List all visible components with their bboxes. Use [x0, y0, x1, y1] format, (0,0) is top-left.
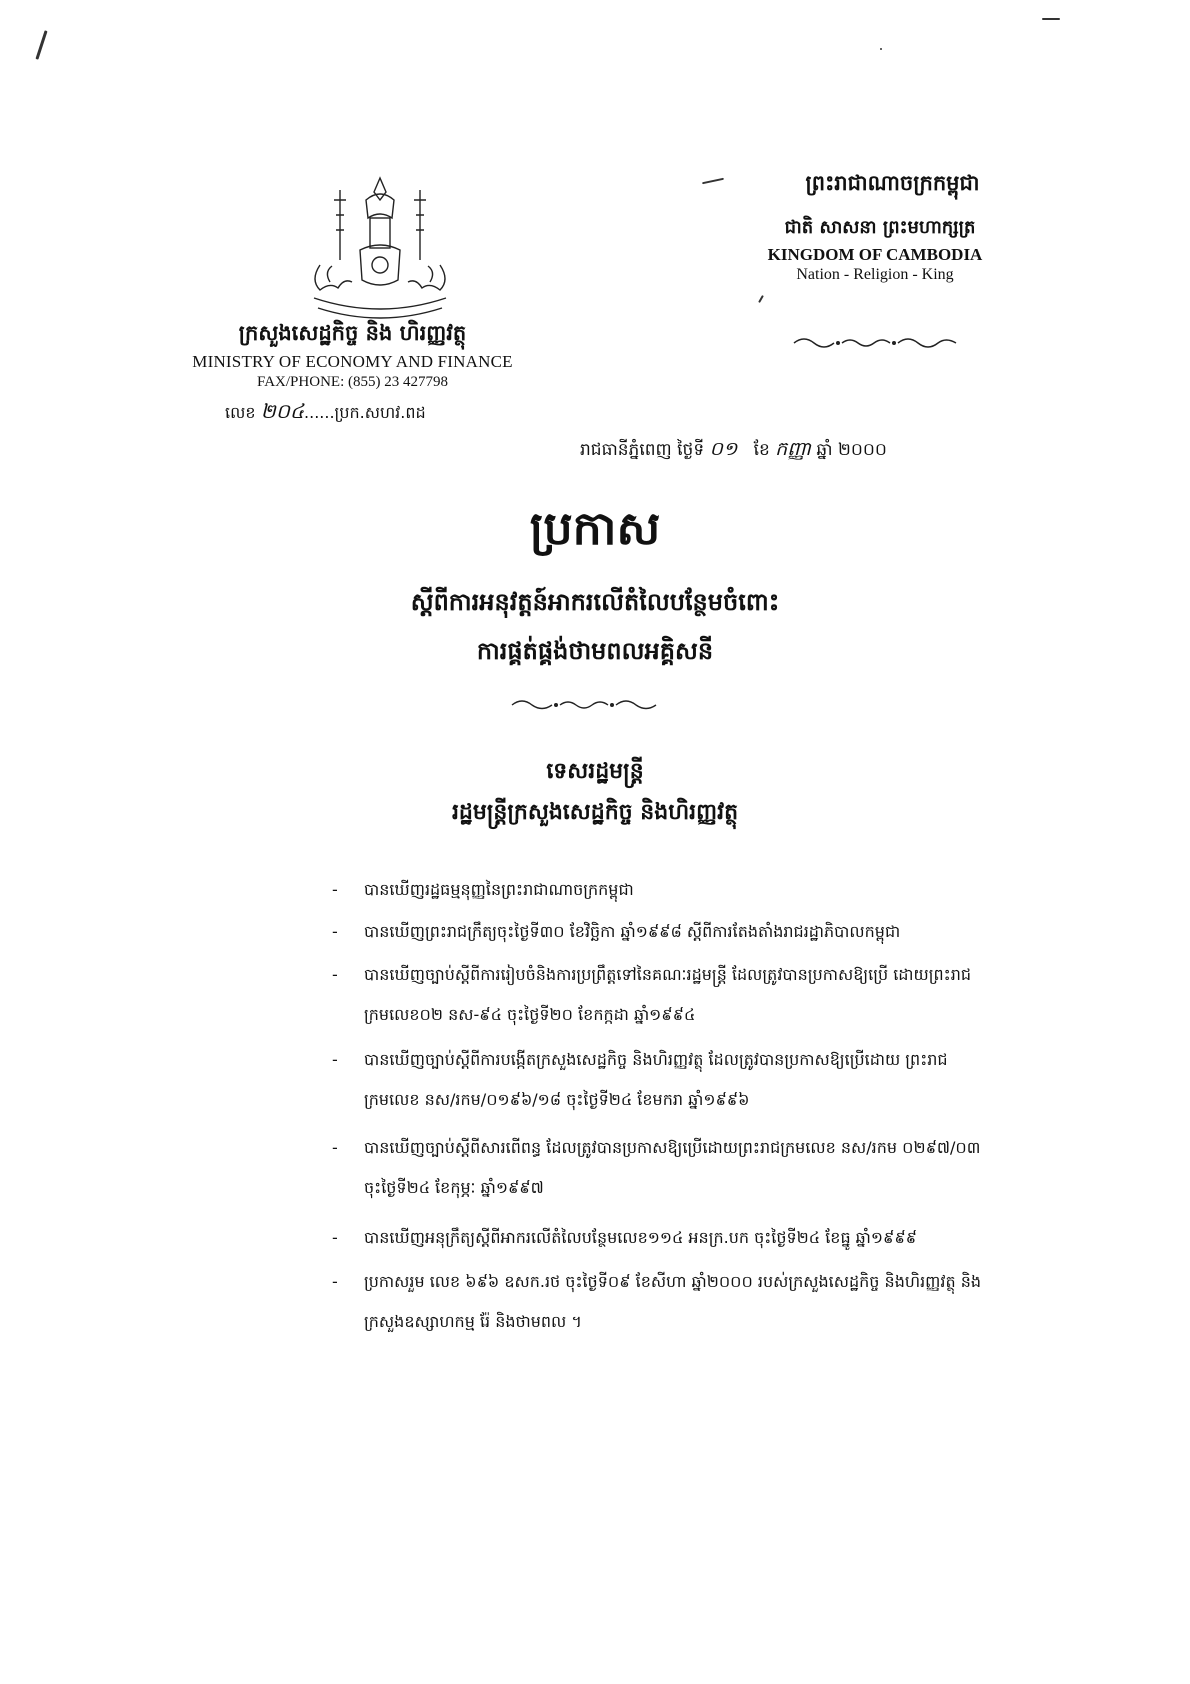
- document-date: [580, 437, 1000, 465]
- ministry-fax-phone: FAX/PHONE: (855) 23 427798: [257, 374, 448, 390]
- scan-mark: [880, 48, 882, 50]
- document-title: ប្រកាស: [529, 501, 661, 555]
- national-motto-english: Nation - Religion - King: [796, 266, 954, 283]
- national-motto-khmer: ជាតិ សាសនា ព្រះមហាក្សត្រ: [784, 217, 976, 238]
- consideration-text: បានឃើញច្បាប់ស្តីពីការរៀបចំនិងការប្រព្រឹត្តទៅនៃគណៈរដ្ឋមន្ត្រី ដែលត្រូវបានប្រកាសឱ្យប្រើ ដោយព្រះរាជក្រមលេខ០២ នស-៩៤ ចុះថ្ងៃទី២០ ខែកក្កដា ឆ្នាំ១៩៩៤: [364, 965, 972, 1024]
- consideration-text: បានឃើញច្បាប់ស្តីពីសារពើពន្ធ ដែលត្រូវបានប្រកាសឱ្យប្រើដោយព្រះរាជក្រមលេខ នស/រកម ០២៩៧/០៣ ចុះថ្ងៃទី២៤ ខែកុម្ភៈ ឆ្នាំ១៩៩៧: [364, 1138, 981, 1197]
- consideration-item: - បានឃើញអនុក្រឹត្យស្តីពីអាករលើតំលៃបន្ថែមលេខ១១៤ អនក្រ.បក ចុះថ្ងៃទី២៤ ខែធ្នូ ឆ្នាំ១៩៩៩: [332, 1218, 1002, 1258]
- consideration-item: - បានឃើញរដ្ឋធម្មនុញ្ញនៃព្រះរាជាណាចក្រកម្ពុជា: [332, 870, 1002, 910]
- kingdom-name-khmer: ព្រះរាជាណាចក្រកម្ពុជា: [805, 171, 980, 195]
- date-month-handwritten: កញ្ញា: [775, 438, 811, 460]
- consideration-text: បានឃើញអនុក្រឹត្យស្តីពីអាករលើតំលៃបន្ថែមលេខ១១៤ អនក្រ.បក ចុះថ្ងៃទី២៤ ខែធ្នូ ឆ្នាំ១៩៩៩: [364, 1228, 918, 1247]
- consideration-item: - បានឃើញច្បាប់ស្តីពីការរៀបចំនិងការប្រព្រឹត្តទៅនៃគណៈរដ្ឋមន្ត្រី ដែលត្រូវបានប្រកាសឱ្យប្រើ ដោយព្រះរាជក្រមលេខ០២ នស-៩៤ ចុះថ្ងៃទី២០ ខែកក្កដា ឆ្នាំ១៩៩៤: [332, 955, 1002, 1035]
- date-day-handwritten: ០១: [709, 438, 738, 460]
- consideration-text: បានឃើញព្រះរាជក្រឹត្យចុះថ្ងៃទី៣០ ខែវិច្ឆិកា ឆ្នាំ១៩៩៨ ស្តីពីការតែងតាំងរាជរដ្ឋាភិបាលកម្ពុជា: [364, 922, 901, 941]
- ministry-name-english: MINISTRY OF ECONOMY AND FINANCE: [192, 352, 513, 371]
- date-month-prefix: ខែ: [753, 440, 770, 460]
- date-place: រាជធានីភ្នំពេញ ថ្ងៃទី: [580, 440, 705, 460]
- scan-mark: [758, 295, 764, 303]
- issuing-authority-title: ទេសរដ្ឋមន្ត្រី: [546, 759, 644, 784]
- ornament-divider: [790, 335, 960, 351]
- consideration-item: - បានឃើញច្បាប់ស្តីពីការបង្កើតក្រសួងសេដ្ឋកិច្ច និងហិរញ្ញវត្ថុ ដែលត្រូវបានប្រកាសឱ្យប្រើដោយ ព្រះរាជក្រមលេខ នស/រកម/០១៩៦/១៨ ចុះថ្ងៃទី២៤ ខែមករា ឆ្នាំ១៩៩៦: [332, 1040, 1002, 1120]
- scan-mark: [1042, 18, 1060, 20]
- subject-line-1: ស្តីពីការអនុវត្តន៍អាករលើតំលៃបន្ថែមចំពោះ: [410, 588, 780, 616]
- scan-mark: [702, 178, 724, 185]
- ministry-name-khmer: ក្រសួងសេដ្ឋកិច្ច និង ហិរញ្ញវត្ថុ: [238, 321, 467, 345]
- reference-prefix: លេខ: [225, 403, 256, 422]
- consideration-text: ប្រកាសរួម លេខ ៦៩៦ ឧសក.រថ ចុះថ្ងៃទី០៩ ខែសីហា ឆ្នាំ២០០០ របស់ក្រសួងសេដ្ឋកិច្ច និងហិរញ្ញវត្ថុ និងក្រសួងឧស្សាហកម្ម រ៉ែ និងថាមពល ។: [364, 1272, 982, 1331]
- date-year: ឆ្នាំ ២០០០: [816, 440, 887, 460]
- consideration-text: បានឃើញរដ្ឋធម្មនុញ្ញនៃព្រះរាជាណាចក្រកម្ពុជា: [364, 880, 634, 899]
- consideration-item: - បានឃើញព្រះរាជក្រឹត្យចុះថ្ងៃទី៣០ ខែវិច្ឆិកា ឆ្នាំ១៩៩៨ ស្តីពីការតែងតាំងរាជរដ្ឋាភិបាលកម្ពុជា: [332, 912, 1002, 952]
- royal-crest-emblem: [300, 170, 460, 325]
- reference-handwritten-number: ២០៤: [260, 399, 305, 423]
- consideration-item: - ប្រកាសរួម លេខ ៦៩៦ ឧសក.រថ ចុះថ្ងៃទី០៩ ខែសីហា ឆ្នាំ២០០០ របស់ក្រសួងសេដ្ឋកិច្ច និងហិរញ្ញវត្ថុ និងក្រសួងឧស្សាហកម្ម រ៉ែ និងថាមពល ។: [332, 1262, 1002, 1342]
- reference-suffix: ......ប្រក.សហវ.ពដ: [304, 403, 426, 422]
- issuing-authority-office: រដ្ឋមន្ត្រីក្រសួងសេដ្ឋកិច្ច និងហិរញ្ញវត្ថុ: [451, 800, 739, 825]
- reference-number: [225, 398, 525, 428]
- consideration-text: បានឃើញច្បាប់ស្តីពីការបង្កើតក្រសួងសេដ្ឋកិច្ច និងហិរញ្ញវត្ថុ ដែលត្រូវបានប្រកាសឱ្យប្រើដោយ ព្រះរាជក្រមលេខ នស/រកម/០១៩៦/១៨ ចុះថ្ងៃទី២៤ ខែមករា ឆ្នាំ១៩៩៦: [364, 1050, 948, 1109]
- consideration-item: - បានឃើញច្បាប់ស្តីពីសារពើពន្ធ ដែលត្រូវបានប្រកាសឱ្យប្រើដោយព្រះរាជក្រមលេខ នស/រកម ០២៩៧/០៣ ចុះថ្ងៃទី២៤ ខែកុម្ភៈ ឆ្នាំ១៩៩៧: [332, 1128, 1002, 1208]
- subject-line-2: ការផ្គត់ផ្គង់ថាមពលអគ្គិសនី: [476, 637, 714, 665]
- kingdom-name-english: KINGDOM OF CAMBODIA: [767, 245, 983, 264]
- scan-mark: [35, 30, 47, 59]
- ornament-divider: [508, 697, 668, 712]
